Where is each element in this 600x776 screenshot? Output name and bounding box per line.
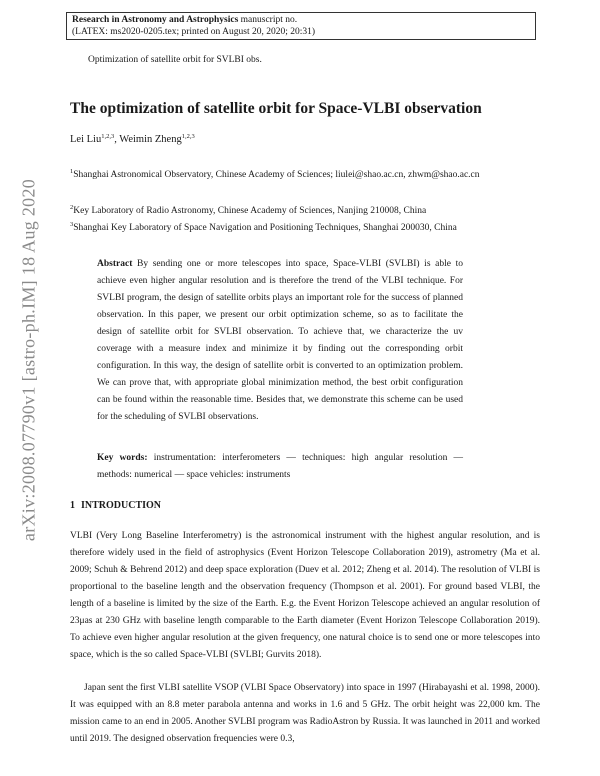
arxiv-id: arXiv:2008.07790v1 [astro-ph.IM] 18 Aug 2020 (18, 178, 39, 542)
affiliation-1 (70, 163, 540, 184)
keywords-label: Key words: (97, 453, 148, 463)
section-heading (70, 500, 167, 511)
affiliation-text: Shanghai Key Laboratory of Space Navigation and Positioning Techniques, Shanghai 200030, China (73, 223, 457, 233)
affiliation-sup: 3 (70, 221, 74, 228)
affiliation-sup: 1 (70, 168, 74, 175)
section-number: 1 (70, 500, 75, 511)
affiliation-text: Key Laboratory of Radio Astronomy, Chinese Academy of Sciences, Nanjing 210008, China (73, 206, 427, 216)
abstract-text: By sending one or more telescopes into space, Space-VLBI (SVLBI) is able to achieve even higher angular resolution and is therefore the trend of the VLBI technique. For SVLBI program, the design of satellite orbits plays an important role for the success of planned observation. In this paper, we present our orbit optimization scheme, so as to facilitate the design of satellite orbit for SVLBI observation. To achieve that, we characterize the uv coverage with a measure index and minimize it by finding out the corresponding orbit configuration. In this way, the design of satellite orbit is converted to an optimization problem. We can prove that, with appropriate global minimization method, the best orbit configuration can be found within the reasonable time. Besides that, we demonstrate this scheme can be used for the scheduling of SVLBI observations. (97, 259, 463, 422)
latex-info: (LATEX: ms2020-0205.tex; printed on August 20, 2020; 20:31) (72, 27, 316, 37)
author-affil-sup: 1,2,3 (181, 133, 195, 140)
abstract (97, 256, 463, 426)
author-affil-sup: 1,2,3 (101, 133, 115, 140)
affiliation-3 (70, 216, 540, 237)
affiliation-sup: 2 (70, 204, 74, 211)
section-title: INTRODUCTION (81, 500, 162, 511)
paragraph-1: VLBI (Very Long Baseline Interferometry) is the astronomical instrument with the highest angular resolution, and is therefore widely used in the field of astrophysics (Event Horizon Telescope Collaboration 2019), astrometry (Ma et al. 2009; Schuh & Behrend 2012) and deep space exploration (Duev et al. 2012; Zheng et al. 2014). The resolution of VLBI is proportional to the baseline length and the observation frequency (Thompson et al. 2001). For ground based VLBI, the length of a baseline is limited by the size of the Earth. E.g. the Event Horizon Telescope achieved an angular resolution of 23μas at 230 GHz with baseline length comparable to the Earth diameter (Event Horizon Telescope Collaboration 2019). To achieve even higher angular resolution at the given frequency, one natural choice is to send one or more telescopes into space, which is the so called Space-VLBI (SVLBI; Gurvits 2018). (70, 531, 540, 660)
paragraph-2: Japan sent the first VLBI satellite VSOP (VLBI Space Observatory) into space in 1997 (Hirabayashi et al. 1998, 2000). It was equipped with an 8.8 meter parabola antenna and works in 1.6 and 5 GHz. The orbit height was 22,000 km. The mission came to an end in 2005. Another SVLBI program was RadioAstron by Russia. It was launched in 2011 and worked until 2019. The designed observation frequencies were 0.3, (70, 683, 540, 744)
arxiv-sidebar (14, 160, 44, 560)
author-name: Weimin Zheng (119, 134, 182, 145)
running-title: Optimization of satellite orbit for SVLBI obs. (88, 55, 262, 65)
journal-name: Research in Astronomy and Astrophysics (72, 15, 239, 25)
keywords-text: instrumentation: interferometers — techniques: high angular resolution — methods: numerical — space vehicles: instruments (97, 453, 464, 480)
author-name: Lei Liu (70, 134, 102, 145)
manuscript-label: manuscript no. (238, 15, 298, 25)
affiliation-text: Shanghai Astronomical Observatory, Chinese Academy of Sciences; liulei@shao.ac.cn, zhwm@shao.ac.cn (73, 170, 480, 180)
keywords (97, 450, 463, 484)
paper-title: The optimization of satellite orbit for Space-VLBI observation (70, 100, 482, 117)
journal-header-box (66, 12, 536, 40)
author-list: Lei Liu$^{1,2,3}$, Weimin Zheng$^{1,2,3}$ (70, 133, 195, 145)
abstract-label: Abstract (97, 259, 133, 269)
